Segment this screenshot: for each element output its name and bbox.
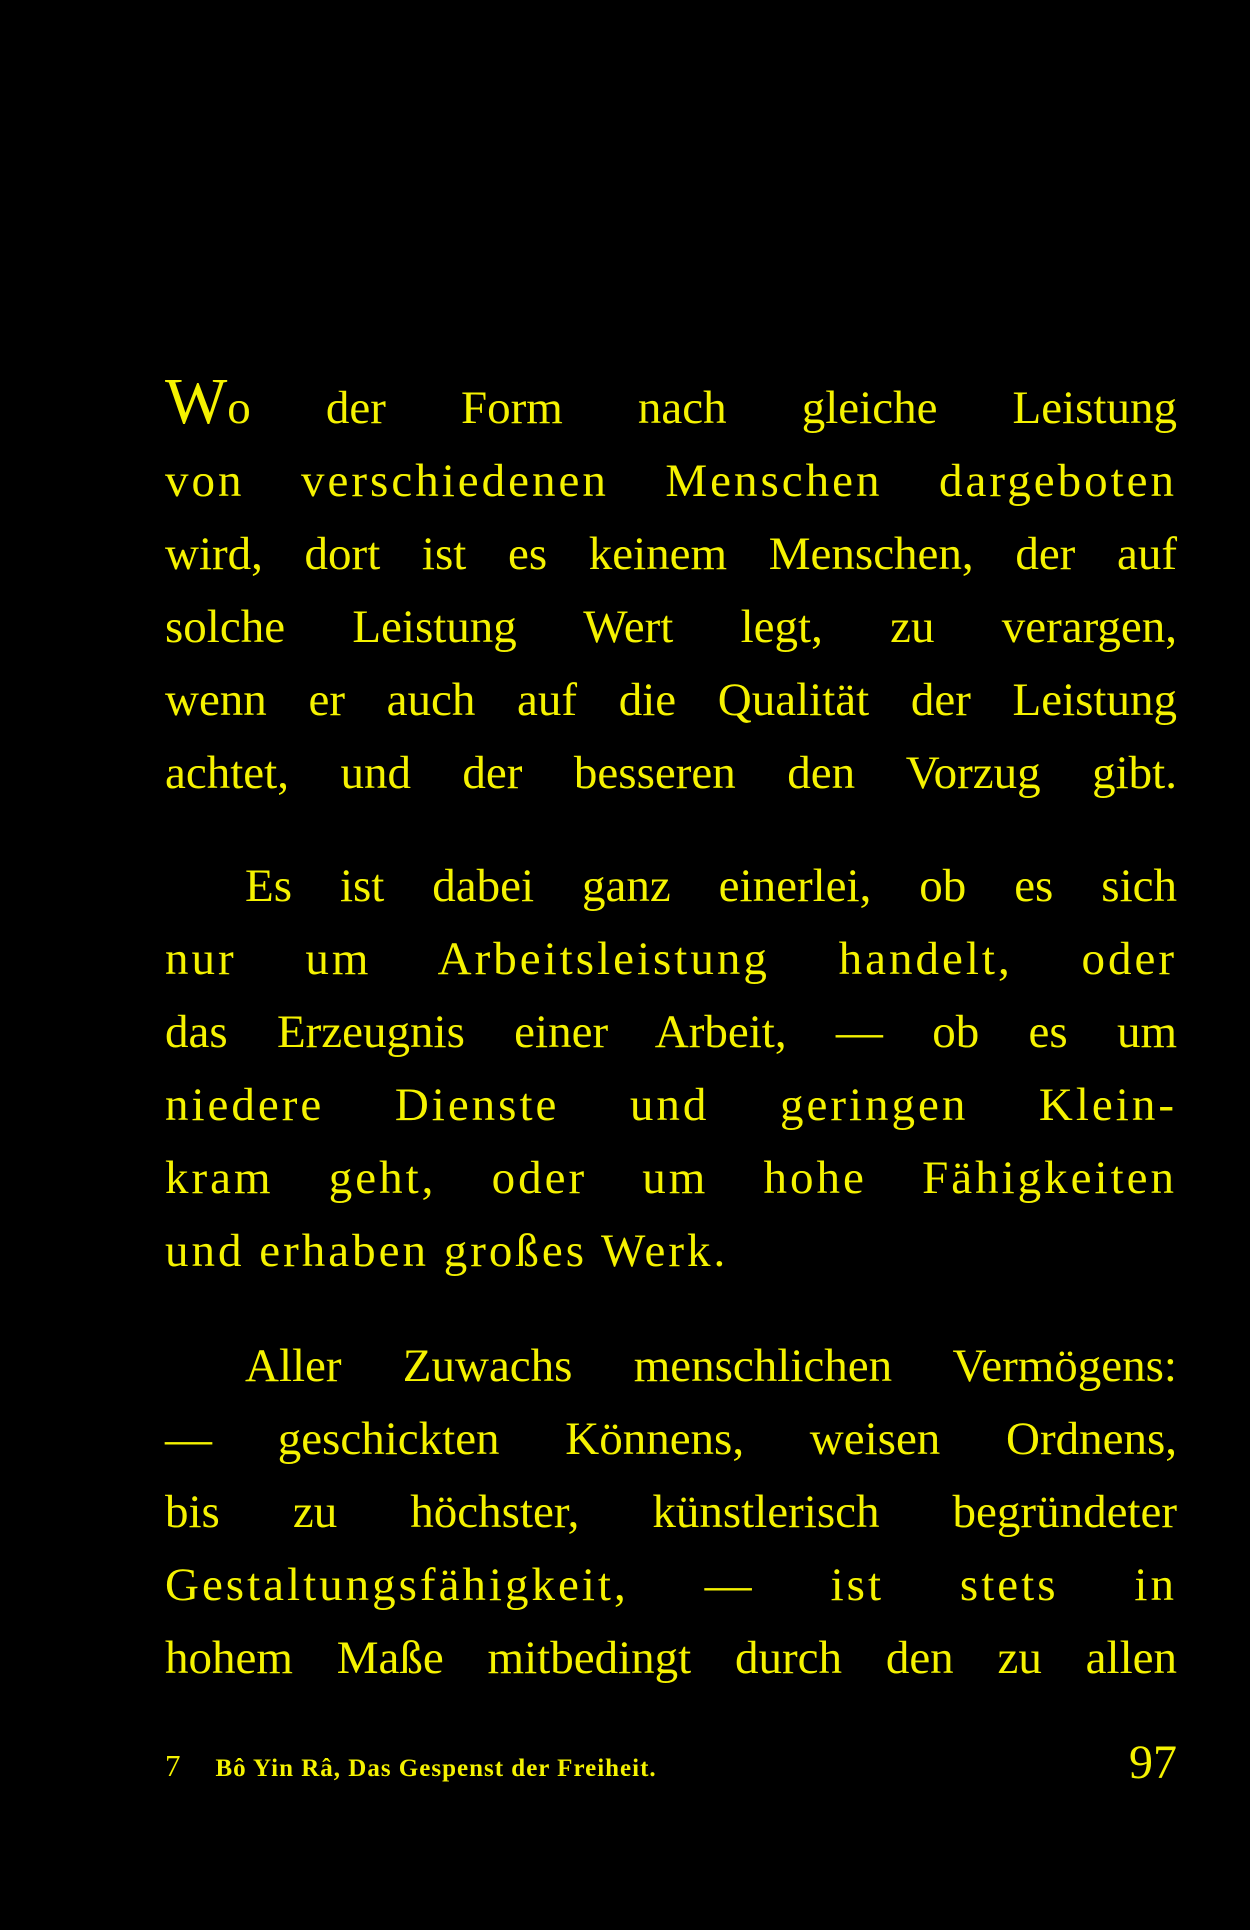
paragraph-3 — [165, 1330, 1177, 1695]
paragraph-line: — geschickten Könnens, weisen Ordnens, — [165, 1413, 1177, 1465]
signature-text: Bô Yin Râ, Das Gespenst der Freiheit. — [215, 1755, 657, 1782]
paragraph-1 — [165, 365, 1177, 810]
paragraph-line: von verschiedenen Menschen dargeboten — [165, 455, 1177, 507]
paragraph-line-text: o der Form nach gleiche Leistung — [227, 382, 1177, 434]
paragraph-line: niedere Dienste und geringen Klein- — [165, 1079, 1177, 1131]
signature-number: 7 — [165, 1748, 182, 1783]
paragraph-line: und erhaben großes Werk. — [165, 1225, 729, 1277]
paragraph-line: wenn er auch auf die Qualität der Leistung — [165, 674, 1177, 726]
drop-cap: W — [165, 365, 228, 438]
paragraph-line: kram geht, oder um hohe Fähigkeiten — [165, 1152, 1177, 1204]
paragraph-line — [165, 365, 1177, 445]
paragraph-line: achtet, und der besseren den Vorzug gibt. — [165, 747, 1177, 799]
paragraph-line: nur um Arbeitsleistung handelt, oder — [165, 933, 1177, 985]
paragraph-line: wird, dort ist es keinem Menschen, der auf — [165, 528, 1177, 580]
signature-mark — [165, 1748, 657, 1784]
paragraph-line: solche Leistung Wert legt, zu verargen, — [165, 601, 1177, 653]
paragraph-line: hohem Maße mitbedingt durch den zu allen — [165, 1632, 1177, 1684]
paragraph-line: das Erzeugnis einer Arbeit, — ob es um — [165, 1006, 1177, 1058]
paragraph-2 — [165, 850, 1177, 1288]
paragraph-line: Gestaltungsfähigkeit, — ist stets in — [165, 1559, 1177, 1611]
paragraph-line: Es ist dabei ganz einerlei, ob es sich — [245, 860, 1177, 912]
paragraph-line: bis zu höchster, künstlerisch begründeter — [165, 1486, 1177, 1538]
page-number: 97 — [1129, 1736, 1177, 1789]
page-footer — [165, 1730, 1177, 1790]
paragraph-line: Aller Zuwachs menschlichen Vermögens: — [245, 1340, 1177, 1392]
